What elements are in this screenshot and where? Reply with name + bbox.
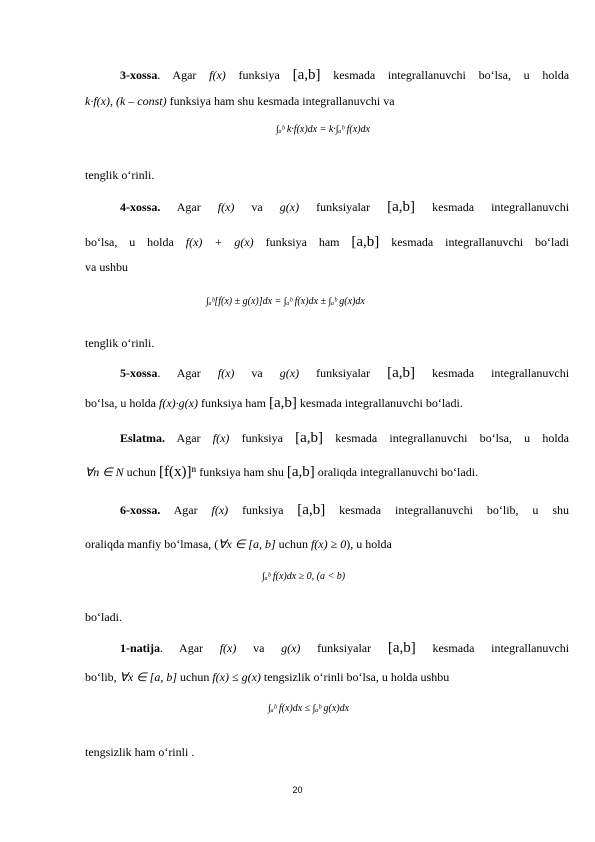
text: . Agar [160, 641, 204, 655]
text: va [253, 641, 265, 655]
text: kesmada integrallanuvchi bo‘lib, u shu [339, 503, 570, 517]
corollary-label: 1-natija [120, 641, 160, 655]
paragraph-line [85, 537, 569, 551]
text: uchun [278, 537, 308, 551]
text: funksiya ham shu kesmada integrallanuvchi va [169, 94, 395, 108]
text: kesmada integrallanuvchi [432, 641, 570, 655]
text: bo‘lib, [85, 670, 117, 684]
text: funksiya [238, 68, 280, 82]
math-expression: f(x)·g(x) [159, 396, 198, 410]
text: Agar [173, 503, 198, 517]
paragraph-line: tenglik o‘rinli. [85, 336, 155, 350]
formula: ∫ₐᵇ f(x)dx ≤ ∫ₐᵇ g(x)dx [268, 703, 350, 714]
text: kesmada integrallanuvchi bo‘ladi [391, 235, 570, 249]
math-expression: f(x) ≤ g(x) [212, 670, 261, 684]
math-expression: f(x) [209, 68, 226, 82]
interval-expression: [a,b] [286, 464, 315, 480]
formula: ∫ₐᵇ f(x)dx ≥ 0, (a < b) [262, 571, 346, 582]
paragraph-line [120, 366, 569, 380]
paragraph-line [120, 503, 569, 517]
paragraph-line: va ushbu [85, 260, 128, 274]
math-expression: [f(x)]ⁿ [159, 464, 197, 480]
math-expression: g(x) [279, 366, 300, 380]
math-expression: f(x) [217, 366, 235, 380]
text: va [251, 366, 263, 380]
text: kesmada integrallanuvchi [432, 200, 570, 214]
interval-expression: [a,b] [297, 502, 326, 518]
interval-expression: [a,b] [387, 640, 416, 656]
text: kesmada integrallanuvchi bo‘ladi. [299, 396, 463, 410]
text: va [251, 200, 263, 214]
text: tengsizlik o‘rinli bo‘lsa, u holda ushbu [263, 670, 450, 684]
text: funksiyalar [316, 200, 371, 214]
text: funksiya [241, 431, 283, 445]
property-label: 3-xossa [120, 68, 158, 82]
property-label: 6-xossa. [120, 503, 161, 517]
paragraph-line [85, 396, 569, 410]
text: oraliqda integrallanuvchi bo‘ladi. [317, 465, 479, 479]
math-expression: f(x) [217, 200, 235, 214]
interval-expression: [a,b] [292, 67, 321, 83]
math-expression: f(x) [211, 503, 229, 517]
text: funksiyalar [317, 641, 372, 655]
math-expression: g(x) [279, 200, 300, 214]
text: bo‘lsa, u holda [85, 396, 156, 410]
property-label: 4-xossa. [120, 200, 161, 214]
math-expression: g(x) [281, 641, 301, 655]
text: funksiya ham [200, 396, 266, 410]
interval-expression: [a,b] [387, 365, 416, 381]
text: funksiya ham [265, 235, 340, 249]
math-expression: f(x) [219, 641, 237, 655]
text: funksiya ham shu [199, 465, 284, 479]
text: bo‘lsa, u holda [85, 235, 174, 249]
text: . Agar [157, 68, 197, 82]
interval-expression: [a,b] [351, 234, 380, 250]
paragraph-line: tenglik o‘rinli. [85, 168, 155, 182]
math-expression: ∀n ∈ N [85, 465, 124, 479]
text: kesmada integrallanuvchi bo‘lsa, u holda [335, 431, 569, 445]
math-expression: ∀x ∈ [a, b] [119, 670, 177, 684]
text: oraliqda manfiy bo‘lmasa, ( [85, 537, 219, 551]
math-expression: ∀x ∈ [a, b] [218, 537, 276, 551]
interval-expression: [a,b] [295, 430, 324, 446]
paragraph-line [120, 68, 569, 82]
interval-expression: [a,b] [387, 199, 416, 215]
page-number: 20 [292, 785, 303, 795]
math-expression: k·f(x), (k – const) [85, 94, 167, 108]
math-expression: f(x) + g(x) [185, 235, 254, 249]
paragraph-line [120, 431, 569, 445]
paragraph-line [120, 641, 569, 655]
text: Agar [176, 200, 201, 214]
text: uchun [126, 465, 156, 479]
text: . Agar [157, 366, 201, 380]
text: funksiyalar [316, 366, 371, 380]
text: uchun [180, 670, 210, 684]
paragraph-line [85, 94, 569, 108]
text: kesmada integrallanuvchi bo‘lsa, u holda [333, 68, 570, 82]
formula: ∫ₐᵇ k·f(x)dx = k·∫ₐᵇ f(x)dx [276, 124, 370, 135]
paragraph-line [120, 200, 569, 214]
property-label: 5-xossa [120, 366, 158, 380]
text: ), u holda [346, 537, 392, 551]
paragraph-line: tengsizlik ham o‘rinli . [85, 745, 195, 759]
remark-label: Eslatma. [120, 431, 165, 445]
paragraph-line: bo‘ladi. [85, 610, 122, 624]
text: Agar [176, 431, 201, 445]
text: kesmada integrallanuvchi [432, 366, 570, 380]
math-expression: f(x) [212, 431, 230, 445]
text: funksiya [242, 503, 284, 517]
paragraph-line [85, 465, 569, 479]
paragraph-line [85, 235, 569, 249]
paragraph-line [85, 670, 569, 684]
math-expression: f(x) ≥ 0 [310, 537, 347, 551]
formula: ∫ₐᵇ[f(x) ± g(x)]dx = ∫ₐᵇ f(x)dx ± ∫ₐᵇ g(x)dx [206, 296, 365, 307]
interval-expression: [a,b] [268, 395, 297, 411]
